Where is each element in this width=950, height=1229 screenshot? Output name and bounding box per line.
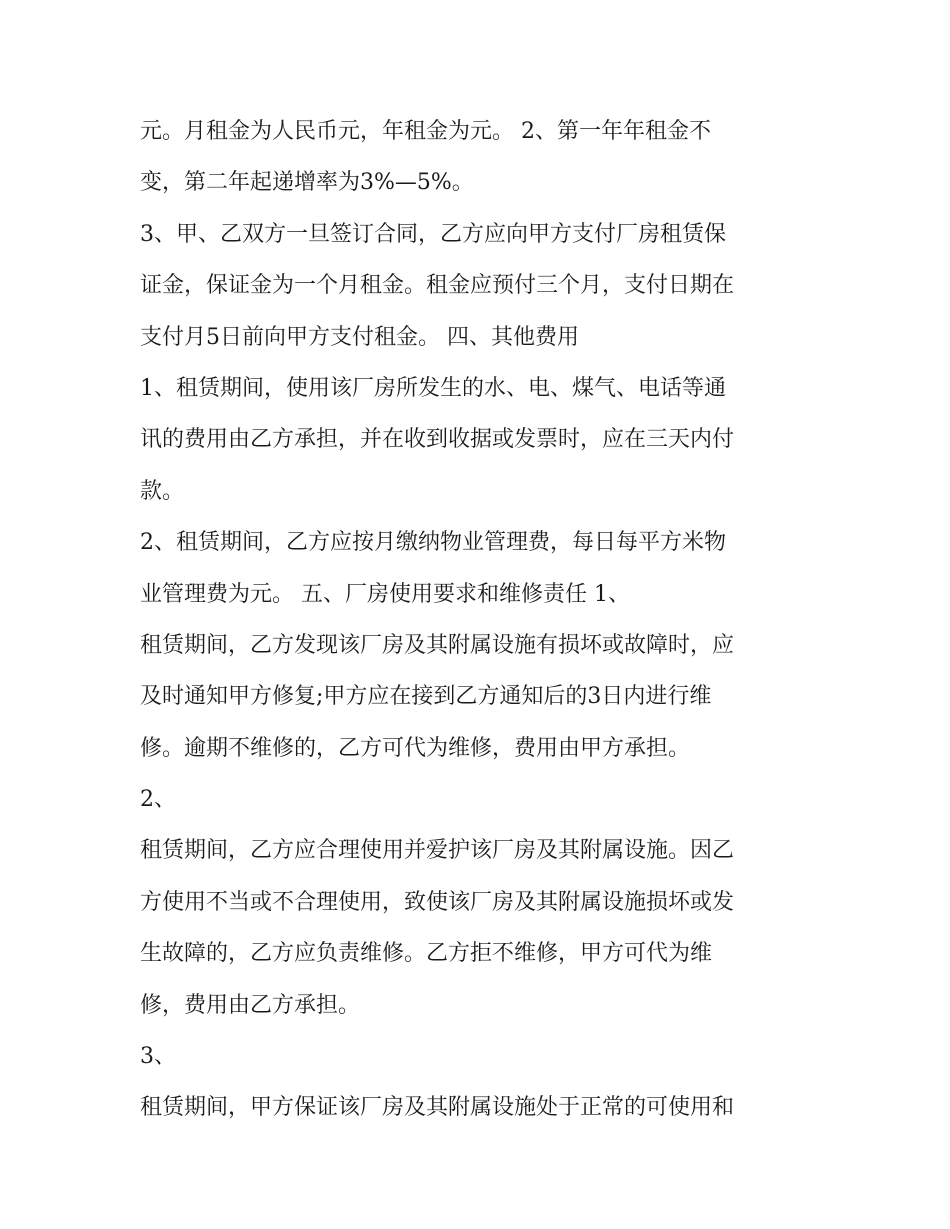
text-line: 生故障的，乙方应负责维修。乙方拒不维修，甲方可代为维 — [140, 941, 713, 967]
text-line: 租赁期间，乙方发现该厂房及其附属设施有损坏或故障时，应 — [140, 632, 735, 658]
text-line: 证金，保证金为一个月租金。租金应预付三个月，支付日期在 — [140, 273, 735, 299]
text-line: 3、 — [140, 1044, 176, 1070]
text-line: 2、 — [140, 787, 176, 813]
text-line: 租赁期间，甲方保证该厂房及其附属设施处于正常的可使用和 — [140, 1095, 735, 1121]
text-line: 修，费用由乙方承担。 — [140, 992, 361, 1018]
text-line: 款。 — [140, 478, 185, 504]
text-line: 修。逾期不维修的，乙方可代为维修，费用由甲方承担。 — [140, 735, 691, 761]
text-line: 元。月租金为人民币元，年租金为元。 2、第一年年租金不 — [140, 119, 711, 144]
text-line: 讯的费用由乙方承担，并在收到收据或发票时，应在三天内付 — [140, 427, 735, 453]
text-line: 1、租赁期间，使用该厂房所发生的水、电、煤气、电话等通 — [140, 375, 726, 401]
text-line: 方使用不当或不合理使用，致使该厂房及其附属设施损坏或发 — [140, 889, 735, 915]
text-line: 租赁期间，乙方应合理使用并爱护该厂房及其附属设施。因乙 — [140, 838, 735, 864]
text-line: 支付月5日前向甲方支付租金。 四、其他费用 — [140, 324, 579, 350]
text-line: 变，第二年起递增率为3%—5%。 — [140, 170, 474, 196]
text-line: 3、甲、乙双方一旦签订合同，乙方应向甲方支付厂房租赁保 — [140, 221, 726, 247]
text-line: 业管理费为元。 五、厂房使用要求和维修责任 1、 — [140, 581, 630, 607]
text-line: 2、租赁期间，乙方应按月缴纳物业管理费，每日每平方米物 — [140, 530, 726, 556]
document-body — [140, 106, 840, 1134]
text-line: 及时通知甲方修复;甲方应在接到乙方通知后的3日内进行维 — [140, 684, 712, 710]
